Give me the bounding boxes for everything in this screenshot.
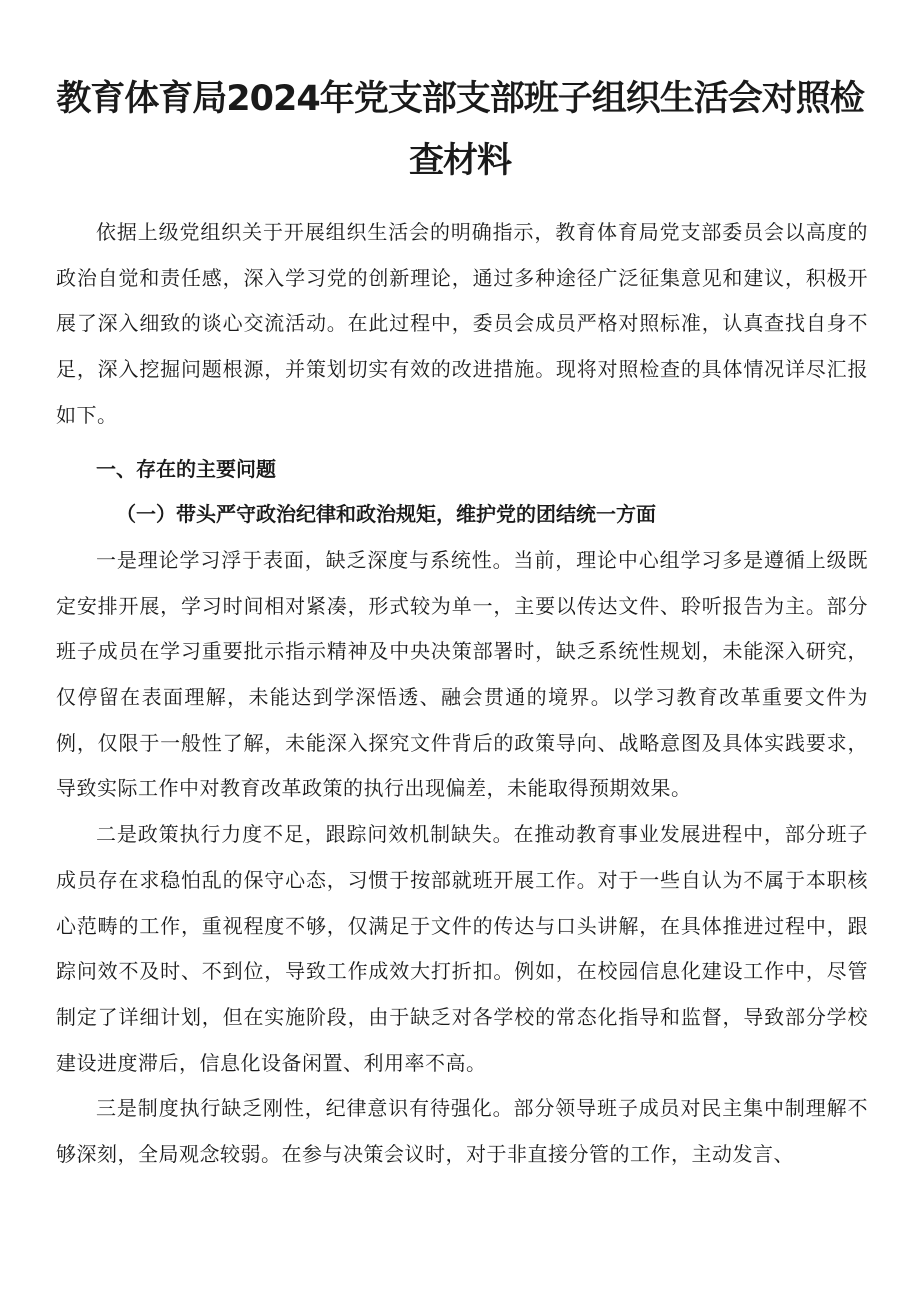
intro-paragraph: 依据上级党组织关于开展组织生活会的明确指示，教育体育局党支部委员会以高度的政治自觉和责任感，深入学习党的创新理论，通过多种途径广泛征集意见和建议，积极开展了深入细致的谈心交流活动。在此过程中，委员会成员严格对照标准，认真查找自身不足，深入挖掘问题根源，并策划切实有效的改进措施。现将对照检查的具体情况详尽汇报如下。 <box>56 220 868 427</box>
section-heading: 一、存在的主要问题 <box>96 456 276 481</box>
body-paragraph: 一是理论学习浮于表面，缺乏深度与系统性。当前，理论中心组学习多是遵循上级既定安排开展，学习时间相对紧凑，形式较为单一，主要以传达文件、聆听报告为主。部分班子成员在学习重要批示指示精神及中央决策部署时，缺乏系统性规划，未能深入研究，仅停留在表面理解，未能达到学深悟透、融会贯通的境界。以学习教育改革重要文件为例，仅限于一般性了解，未能深入探究文件背后的政策导向、战略意图及具体实践要求，导致实际工作中对教育改革政策的执行出现偏差，未能取得预期效果。 <box>56 547 868 801</box>
subsection-heading: （一）带头严守政治纪律和政治规矩，维护党的团结统一方面 <box>116 502 656 527</box>
body-paragraph: 二是政策执行力度不足，跟踪问效机制缺失。在推动教育事业发展进程中，部分班子成员存在求稳怕乱的保守心态，习惯于按部就班开展工作。对于一些自认为不属于本职核心范畴的工作，重视程度不够，仅满足于文件的传达与口头讲解，在具体推进过程中，跟踪问效不及时、不到位，导致工作成效大打折扣。例如，在校园信息化建设工作中，尽管制定了详细计划，但在实施阶段，由于缺乏对各学校的常态化指导和监督，导致部分学校建设进度滞后，信息化设备闲置、利用率不高。 <box>56 822 868 1075</box>
body-paragraph: 三是制度执行缺乏刚性，纪律意识有待强化。部分领导班子成员对民主集中制理解不够深刻，全局观念较弱。在参与决策会议时，对于非直接分管的工作，主动发言、 <box>56 1096 868 1167</box>
document-title: 教育体育局2024年党支部支部班子组织生活会对照检查材料 <box>56 79 864 181</box>
document-body <box>0 210 920 1178</box>
